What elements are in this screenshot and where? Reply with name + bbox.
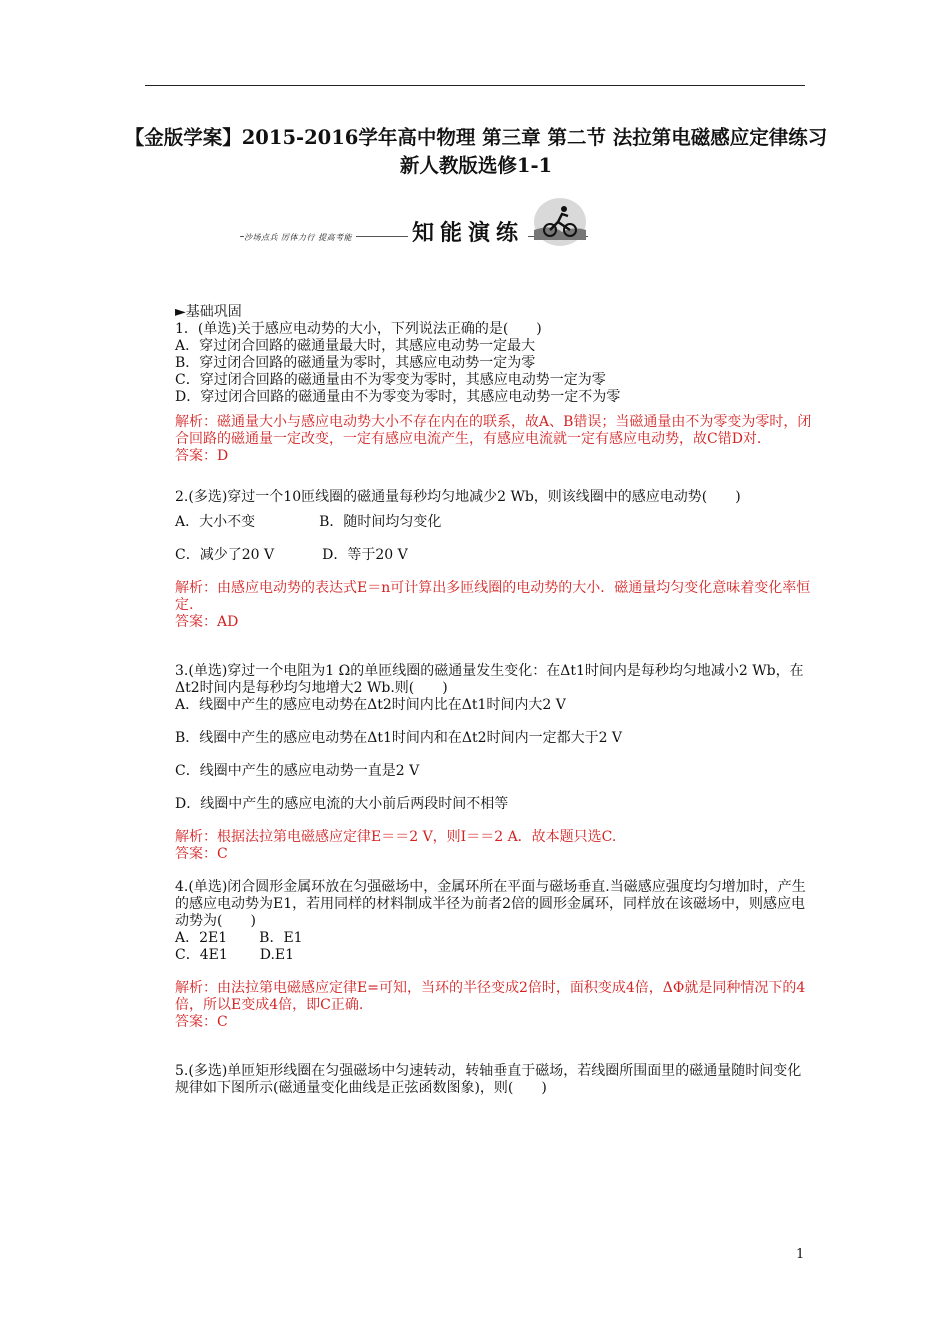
- question-stem: 5.(多选)单匝矩形线圈在匀强磁场中匀速转动，转轴垂直于磁场，若线圈所围面里的磁通量随时间变化规律如下图所示(磁通量变化曲线是正弦函数图象)，则( ): [175, 1063, 802, 1096]
- header-rule: [145, 85, 805, 86]
- option-b: B．线圈中产生的感应电动势在Δt1时间内和在Δt2时间内一定都大于2 V: [175, 730, 623, 746]
- option-row-cd: [175, 547, 815, 564]
- analysis-text: 解析：由感应电动势的表达式E＝n可计算出多匝线圈的电动势的大小．磁通量均匀变化意味着变化率恒定.: [175, 580, 811, 613]
- question-stem: 4.(单选)闭合圆形金属环放在匀强磁场中，金属环所在平面与磁场垂直.当磁感应强度均匀增加时，产生的感应电动势为E1，若用同样的材料制成半径为前者2倍的圆形金属环，同样放在该磁场中，则感应电动势为( ): [175, 879, 806, 929]
- cyclist-icon: [532, 196, 588, 248]
- option-b: B．随时间均匀变化: [319, 514, 442, 530]
- option-b: B．E1: [259, 930, 303, 946]
- option-c: C．穿过闭合回路的磁通量由不为零变为零时，其感应电动势一定为零: [175, 372, 606, 388]
- option-a: A．穿过闭合回路的磁通量最大时，其感应电动势一定最大: [175, 338, 536, 354]
- option-d: D．等于20 V: [322, 547, 408, 563]
- option-d: D．穿过闭合回路的磁通量由不为零变为零时，其感应电动势一定不为零: [175, 389, 621, 405]
- option-a: A．大小不变: [175, 514, 256, 530]
- question-2: [175, 489, 815, 631]
- question-5: [175, 1063, 815, 1097]
- option-c: C．减少了20 V: [175, 547, 275, 563]
- question-4: [175, 879, 815, 1031]
- document-title: 【金版学案】2015-2016学年高中物理 第三章 第二节 法拉第电磁感应定律练习 新人教版选修1-1: [124, 126, 828, 177]
- question-stem: 2.(多选)穿过一个10匝线圈的磁通量每秒均匀地减少2 Wb，则该线圈中的感应电动势( ): [175, 489, 741, 505]
- option-c: C．线圈中产生的感应电动势一直是2 V: [175, 763, 420, 779]
- answer-text: 答案：C: [175, 1014, 228, 1030]
- section-banner: [240, 196, 588, 248]
- answer-text: 答案：D: [175, 448, 229, 464]
- exercise-content: [175, 304, 815, 1097]
- banner-motto: 沙场点兵 厉体力行 提高考能: [244, 232, 356, 243]
- option-d: D．线圈中产生的感应电流的大小前后两段时间不相等: [175, 796, 509, 812]
- banner-title: 知能演练: [408, 216, 528, 247]
- question-stem: 3.(单选)穿过一个电阻为1 Ω的单匝线圈的磁通量发生变化：在Δt1时间内是每秒均匀地减小2 Wb，在Δt2时间内是每秒均匀地增大2 Wb.则( ): [175, 663, 804, 696]
- answer-text: 答案：AD: [175, 614, 239, 630]
- option-a: A．线圈中产生的感应电动势在Δt2时间内比在Δt1时间内大2 V: [175, 697, 566, 713]
- option-a: A．2E1: [175, 930, 228, 946]
- analysis-text: 解析：根据法拉第电磁感应定律E＝＝2 V，则I＝＝2 A．故本题只选C.: [175, 829, 617, 845]
- page-number: 1: [796, 1247, 805, 1262]
- analysis-text: 解析：由法拉第电磁感应定律E=可知，当环的半径变成2倍时，面积变成4倍，ΔΦ就是同种情况下的4倍，所以E变成4倍，即C正确.: [175, 980, 806, 1013]
- section-heading: ►基础巩固: [175, 304, 242, 320]
- question-stem: 1．(单选)关于感应电动势的大小，下列说法正确的是( ): [175, 321, 542, 337]
- question-1: [175, 321, 815, 465]
- option-row-ab: [175, 514, 815, 531]
- answer-text: 答案：C: [175, 846, 228, 862]
- question-3: [175, 663, 815, 863]
- option-d: D.E1: [259, 947, 295, 963]
- option-b: B．穿过闭合回路的磁通量为零时，其感应电动势一定为零: [175, 355, 536, 371]
- option-row-ab: [175, 930, 815, 947]
- analysis-text: 解析：磁通量大小与感应电动势大小不存在内在的联系，故A、B错误；当磁通量由不为零变为零时，闭合回路的磁通量一定改变，一定有感应电流产生，有感应电流就一定有感应电动势，故C错D对.: [175, 414, 812, 447]
- option-c: C．4E1: [175, 947, 228, 963]
- option-row-cd: [175, 947, 815, 964]
